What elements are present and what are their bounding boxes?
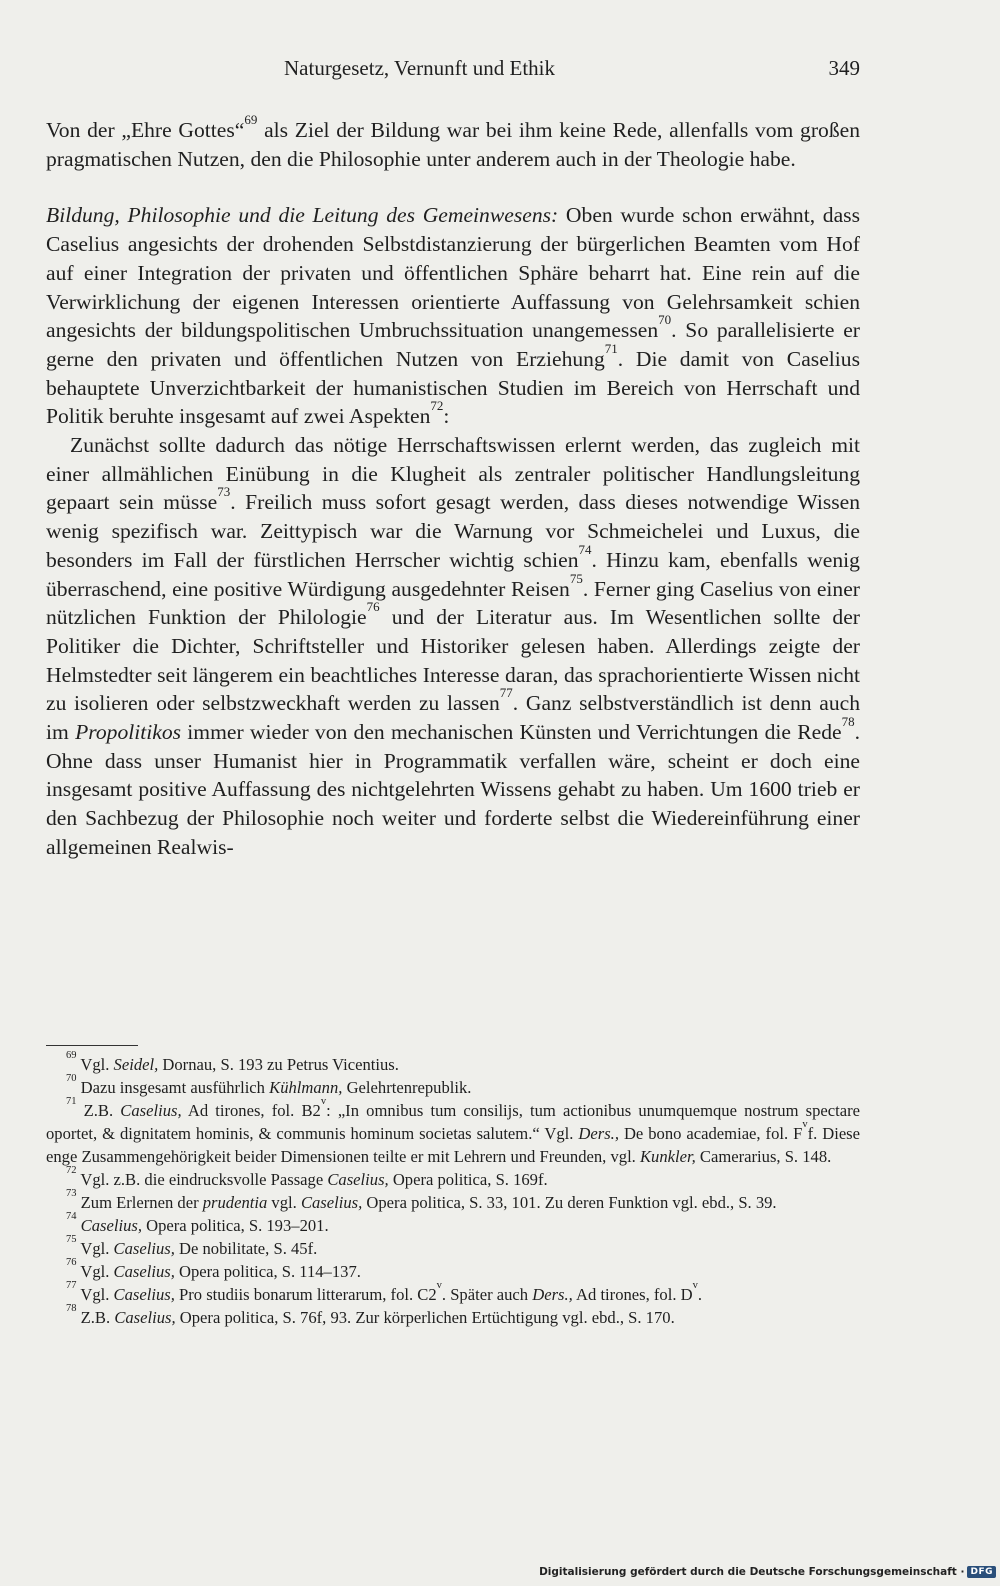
paragraph	[46, 112, 860, 173]
dfg-logo-icon: DFG	[967, 1566, 996, 1578]
footnote-number: 77	[66, 1280, 77, 1291]
footnote	[46, 1188, 860, 1214]
footnote-ref[interactable]: 70	[658, 312, 672, 328]
text-run: . So parallelisierte er gerne den privaten und öffentlichen Nutzen von Erziehung	[46, 318, 860, 371]
author-name: Caselius,	[120, 1101, 182, 1120]
text-run: . Später auch	[441, 1285, 533, 1304]
author-name: Ders.,	[578, 1124, 619, 1143]
author-name: Caselius,	[300, 1193, 363, 1212]
text-run: Camerarius, S. 148.	[695, 1147, 832, 1166]
footnote-number: 71	[66, 1096, 77, 1107]
folio-verso-mark: v	[320, 1096, 327, 1107]
text-run: Gelehrtenrepublik.	[342, 1078, 472, 1097]
author-name: Caselius,	[113, 1262, 175, 1281]
text-run: Oben wurde schon erwähnt, dass Caselius angesichts der drohenden Selbstdistanzierung der bürgerlichen Beamten vom Hof auf einer Integration der privaten und öffentlichen Sphäre beharrt hat. Eine rein auf die Verwirklichung der eigenen Interessen orientierte Auffassung von Gelehrsamkeit schien angesichts der bildungspolitischen Umbruchssituation unangemessen	[46, 203, 860, 343]
footnote	[46, 1073, 860, 1099]
text-run: . Ohne dass unser Humanist hier in Programmatik verfallen wäre, scheint er doch eine insgesamt positive Auffassung des nichtgelehrten Wissens gehabt zu haben. Um 1600 trieb er den Sachbezug der Philosophie noch weiter und forderte selbst die Wiedereinführung einer allgemeinen Realwis-	[46, 720, 860, 859]
footnote	[46, 1050, 860, 1076]
footnote-ref[interactable]: 72	[430, 398, 444, 414]
author-name: Ders.,	[532, 1285, 573, 1304]
page-number: 349	[828, 56, 860, 80]
footnote-number: 73	[66, 1188, 77, 1199]
footnote-ref[interactable]: 74	[578, 541, 592, 557]
footnote-number: 75	[66, 1234, 77, 1245]
text-run: Opera politica, S. 193–201.	[141, 1216, 329, 1235]
footnote-ref[interactable]: 78	[841, 714, 855, 730]
text-run: . Freilich muss sofort gesagt werden, dass dieses notwendige Wissen wenig spezifisch war. Zeittypisch war die Warnung vor Schmeichelei und Luxus, die besonders im Fall der fürstlichen Herrscher wichtig schien	[46, 490, 861, 572]
text-run: : „In omnibus tum consilijs, tum actionibus unumquemque nostrum spectare oportet, & dignitatem hominis, & communis hominum societas salutem.“ Vgl.	[46, 1101, 860, 1143]
text-run: und der Literatur aus. Im Wesentlichen sollte der Politiker die Dichter, Schriftsteller und Historiker gelesen haben. Allerdings zeigte der Helmstedter seit längerem ein beachtliches Interesse daran, das sprachorientierte Wissen nicht zu isolieren oder selbstzweckhaft werden zu lassen	[46, 605, 860, 716]
author-name: Caselius,	[114, 1308, 176, 1327]
text-run: Ad tirones, fol. D	[572, 1285, 693, 1304]
text-run: als Ziel der Bildung war bei ihm keine Rede, allenfalls vom großen pragmatischen Nutzen, den die Philosophie unter anderem auch in der Theologie habe.	[46, 118, 860, 171]
section-heading: Bildung, Philosophie und die Leitung des Gemeinwesens:	[46, 203, 559, 228]
footnote-number: 76	[66, 1257, 77, 1268]
text-run: Pro studiis bonarum litterarum, fol. C2	[174, 1285, 437, 1304]
footnote-number: 72	[66, 1165, 77, 1176]
text-run: Opera politica, S. 169f.	[388, 1170, 548, 1189]
folio-verso-mark: v	[436, 1280, 442, 1291]
text-run: Z.B.	[76, 1308, 115, 1327]
text-run: De nobilitate, S. 45f.	[174, 1239, 318, 1258]
text-run: immer wieder von den mechanischen Künsten und Verrichtungen die Rede	[181, 720, 842, 745]
author-name: Kühlmann,	[269, 1078, 343, 1097]
credit-text: Digitalisierung gefördert durch die Deutsche Forschungsgemeinschaft ·	[539, 1566, 965, 1578]
footnote	[46, 1165, 860, 1191]
footnote-number: 70	[66, 1073, 77, 1084]
footnote-ref[interactable]: 75	[569, 570, 583, 586]
footnote-number: 74	[66, 1211, 77, 1222]
author-name: Caselius,	[80, 1216, 142, 1235]
footnote-ref[interactable]: 76	[366, 599, 380, 615]
text-run: Zunächst sollte dadurch das nötige Herrschaftswissen erlernt werden, das zugleich mit einer allmählichen Einübung in die Klugheit als zentraler politischer Handlungsleitung gepaart sein müsse	[46, 433, 860, 515]
footnote-ref[interactable]: 77	[499, 685, 513, 701]
text-run: Z.B.	[76, 1101, 121, 1120]
main-text	[46, 112, 861, 862]
footnote-number: 69	[66, 1050, 77, 1061]
text-run: . Die damit von Caselius behauptete Unverzichtbarkeit der humanistischen Studien im Bereich von Herrschaft und Politik beruhte insgesamt auf zwei Aspekten	[46, 346, 860, 429]
text-run: De bono academiae, fol. F	[618, 1124, 803, 1143]
running-title: Naturgesetz, Vernunft und Ethik	[284, 56, 556, 80]
text-run: Vgl.	[76, 1055, 114, 1074]
text-run: Vgl.	[76, 1262, 114, 1281]
text-run: . Ferner ging Caselius von einer nützlichen Funktion der Philologie	[46, 576, 860, 630]
author-name: Caselius,	[113, 1285, 175, 1304]
text-run: . Ganz selbstverständlich ist denn auch im	[46, 691, 860, 745]
author-name: Caselius,	[113, 1239, 175, 1258]
text-run: Vgl. z.B. die eindrucksvolle Passage	[76, 1170, 328, 1189]
footnote-separator	[46, 1045, 138, 1046]
footnotes	[46, 1050, 861, 1329]
text-run: f. Diese enge Zusammengehörigkeit beider Dimensionen teilte er mit Lehrern und Freunden, vgl.	[46, 1124, 861, 1166]
footnote	[46, 1211, 860, 1237]
digitization-credit	[539, 1562, 996, 1582]
footnote-ref[interactable]: 73	[217, 484, 231, 500]
folio-verso-mark: v	[692, 1280, 698, 1291]
text-run: Dornau, S. 193 zu Petrus Vicentius.	[158, 1055, 399, 1074]
author-name: Caselius,	[327, 1170, 389, 1189]
text-run: Opera politica, S. 114–137.	[174, 1262, 361, 1281]
text-run: vgl.	[267, 1193, 301, 1212]
text-run: Von der „Ehre Gottes“	[46, 118, 245, 142]
footnote-number: 78	[66, 1303, 77, 1314]
author-name: Kunkler,	[639, 1147, 696, 1166]
paragraph	[46, 431, 860, 862]
text-run: Vgl.	[76, 1285, 114, 1304]
work-title: Propolitikos	[75, 720, 182, 745]
footnote-ref[interactable]: 71	[604, 340, 618, 356]
author-name: Seidel,	[113, 1055, 159, 1074]
text-run: Vgl.	[76, 1239, 114, 1258]
footnote	[46, 1257, 860, 1283]
footnote	[46, 1303, 860, 1329]
folio-verso-mark: v	[802, 1119, 808, 1130]
footnote	[46, 1234, 860, 1260]
text-run: Opera politica, S. 76f, 93. Zur körperlichen Ertüchtigung vgl. ebd., S. 170.	[175, 1308, 675, 1327]
paragraph	[46, 201, 860, 431]
text-run: . Hinzu kam, ebenfalls wenig überraschend, eine positive Würdigung ausgedehnter Reisen	[46, 547, 860, 601]
text-run: .	[697, 1285, 703, 1304]
footnote	[46, 1280, 860, 1306]
text-run: Ad tirones, fol. B2	[181, 1101, 321, 1120]
text-run: Zum Erlernen der	[76, 1193, 203, 1212]
latin-term: prudentia	[202, 1193, 268, 1212]
footnote-ref[interactable]: 69	[244, 112, 258, 127]
footnote	[46, 1096, 861, 1168]
text-run: Dazu insgesamt ausführlich	[76, 1078, 270, 1097]
running-header	[46, 56, 860, 86]
text-run: :	[443, 404, 450, 429]
text-run: Opera politica, S. 33, 101. Zu deren Funktion vgl. ebd., S. 39.	[362, 1193, 777, 1212]
